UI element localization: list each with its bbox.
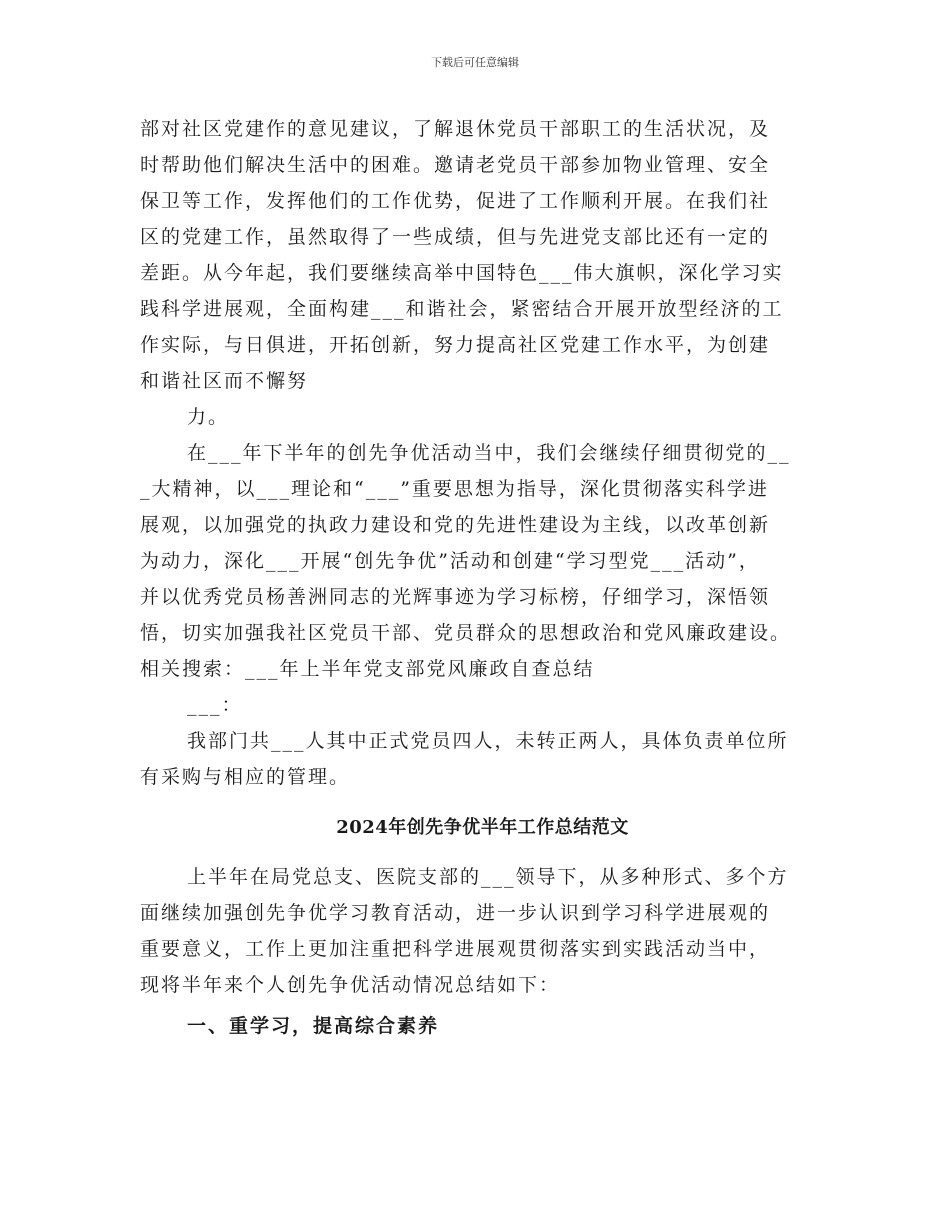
text-line: 为动力，深化___开展“创先争优”活动和创建“学习型党___活动”， <box>140 550 760 572</box>
text-line: 并以优秀党员杨善洲同志的光辉事迹为学习标榜，仔细学习，深悟领 <box>140 586 771 608</box>
text-line: 时帮助他们解决生活中的困难。邀请老党员干部参加物业管理、安全 <box>140 154 771 176</box>
text-line: 我部门共___人其中正式党员四人，未转正两人，具体负责单位所 <box>187 730 789 752</box>
text-line: 有采购与相应的管理。 <box>140 766 351 788</box>
text-line: ___： <box>187 694 243 716</box>
paragraph-continuation <box>140 399 825 435</box>
paragraph-second-half-plan <box>140 435 825 687</box>
text-line: 区的党建工作，虽然取得了一些成绩，但与先进党支部比还有一定的 <box>140 226 771 248</box>
text-line: 面继续加强创先争优学习教育活动，进一步认识到学习科学进展观的 <box>140 902 771 924</box>
document-body <box>140 111 825 1044</box>
text-line: 力。 <box>187 406 230 428</box>
page-header-note: 下载后可任意编辑 <box>431 56 519 69</box>
text-line: 差距。从今年起，我们要继续高举中国特色___伟大旗帜，深化学习实 <box>140 262 784 284</box>
text-line: 作实际，与日俱进，开拓创新，努力提高社区党建工作水平，为创建 <box>140 334 771 356</box>
paragraph-blank-label <box>140 687 825 723</box>
text-line: 现将半年来个人创先争优活动情况总结如下： <box>140 974 561 996</box>
paragraph-half-year-summary <box>140 859 825 1003</box>
text-line: _大精神，以___理论和“___”重要思想为指导，深化贯彻落实科学进 <box>140 478 769 500</box>
text-line: 重要意义，工作上更加注重把科学进展观贯彻落实到实践活动当中， <box>140 938 771 960</box>
text-line: 上半年在局党总支、医院支部的___领导下，从多种形式、多个方 <box>187 866 789 888</box>
text-line: 部对社区党建作的意见建议，了解退休党员干部职工的生活状况，及 <box>140 118 771 140</box>
paragraph-department-members <box>140 723 825 795</box>
text-line: 践科学进展观，全面构建___和谐社会，紧密结合开展开放型经济的工 <box>140 298 784 320</box>
text-line: 在___年下半年的创先争优活动当中，我们会继续仔细贯彻党的__ <box>187 442 791 464</box>
section-title: 2024年创先争优半年工作总结范文 <box>336 817 629 838</box>
text-line: 保卫等工作，发挥他们的工作优势，促进了工作顺利开展。在我们社 <box>140 190 771 212</box>
text-line: 展观，以加强党的执政力建设和党的先进性建设为主线，以改革创新 <box>140 514 771 536</box>
text-line: 悟，切实加强我社区党员干部、党员群众的思想政治和党风廉政建设。 <box>140 622 792 644</box>
section-heading: 一、重学习，提高综合素养 <box>187 1015 440 1037</box>
text-line: 相关搜索：___年上半年党支部党风廉政自查总结 <box>140 658 595 680</box>
text-line: 和谐社区而不懈努 <box>140 370 309 392</box>
paragraph-community-party-building <box>140 111 825 399</box>
